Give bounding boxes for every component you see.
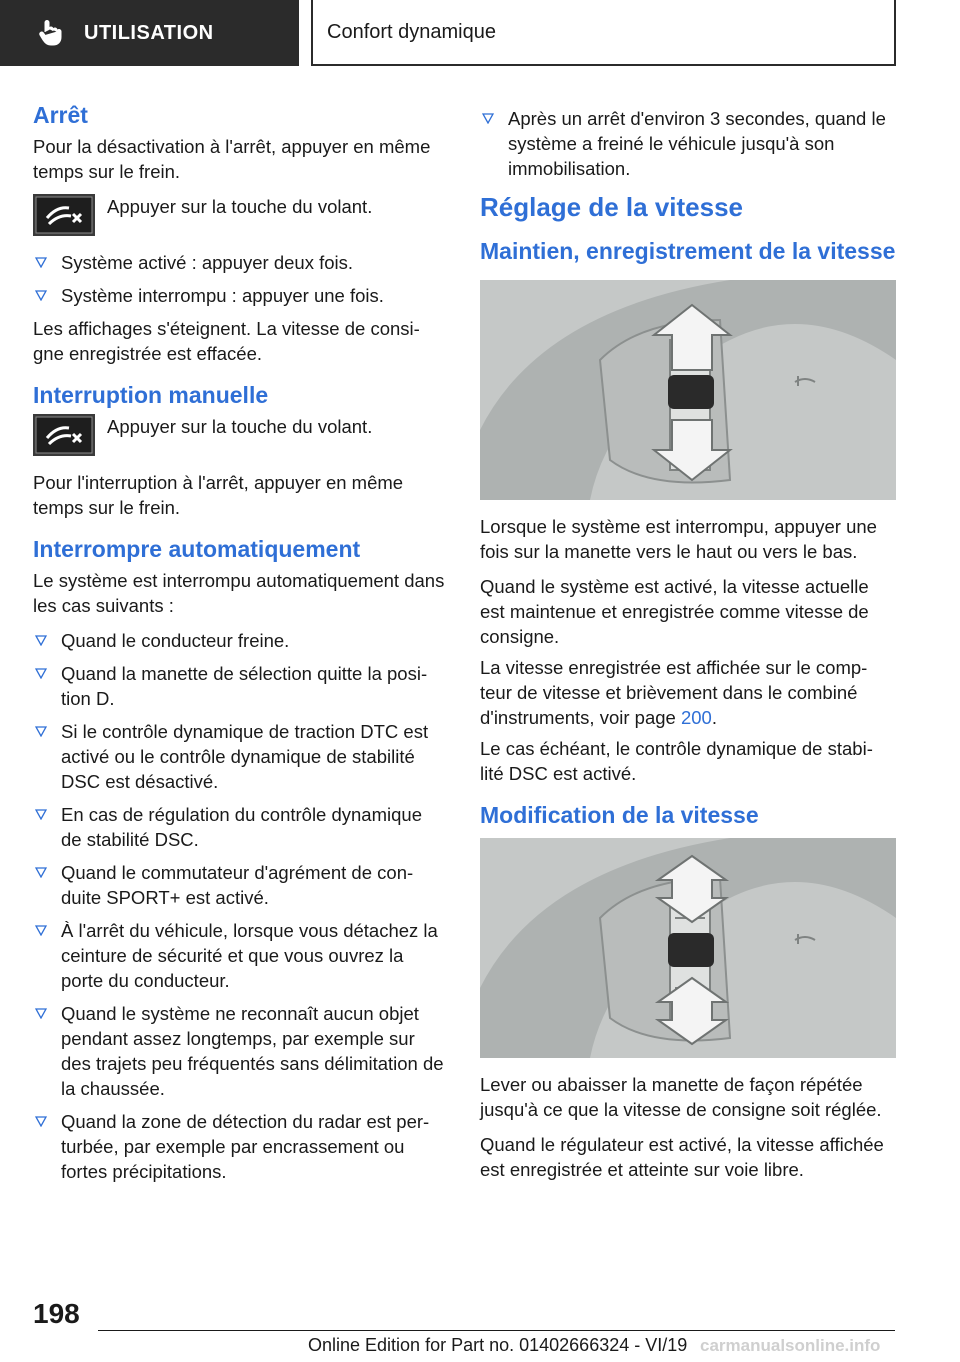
- list-item: Quand le conducteur freine.: [33, 628, 447, 653]
- left-column: [33, 100, 447, 1192]
- cruise-control-button-icon: [33, 194, 95, 236]
- list-item: Système activé : appuyer deux fois.: [33, 250, 447, 275]
- auto-paragraph-1: Le système est interrompu automatiquement dans les cas suivants :: [33, 570, 445, 616]
- maintain-paragraph-2: Quand le système est activé, la vitesse actuelle est maintenue et enregistrée comme vitesse de consigne.: [480, 576, 869, 647]
- manual-button-text: Appuyer sur la touche du volant.: [107, 416, 373, 437]
- right-column: [480, 106, 896, 1192]
- heading-speed-setting: Réglage de la vitesse: [480, 192, 744, 222]
- arret-bullet-list: [33, 250, 447, 308]
- heading-arret: Arrêt: [33, 102, 88, 128]
- page-number: 198: [33, 1298, 80, 1329]
- triangle-bullet-icon: [35, 867, 47, 878]
- maintain-paragraph-1: Lorsque le système est interrompu, appuyer une fois sur la manette vers le haut ou vers le bas.: [480, 516, 877, 562]
- list-item: En cas de régulation du contrôle dynamique de stabilité DSC.: [33, 802, 447, 852]
- edition-text: Online Edition for Part no. 01402666324 - VI/19: [308, 1335, 688, 1355]
- footer-divider: [98, 1330, 895, 1331]
- steering-wheel-lever-illustration-2: [480, 838, 896, 1058]
- watermark: carmanualsonline.info: [700, 1336, 881, 1355]
- triangle-bullet-icon: [35, 1008, 47, 1019]
- arret-paragraph-2: Les affichages s'éteignent. La vitesse de consi-gne enregistrée est effacée.: [33, 318, 420, 364]
- triangle-bullet-icon: [35, 257, 47, 268]
- section-label: Confort dynamique: [327, 20, 496, 43]
- list-item: Si le contrôle dynamique de traction DTC est activé ou le contrôle dynamique de stabilité DSC est désactivé.: [33, 719, 447, 794]
- triangle-bullet-icon: [35, 635, 47, 646]
- chapter-tab: [0, 0, 299, 66]
- page-reference-link[interactable]: 200: [680, 707, 712, 728]
- modify-paragraph-2: Quand le régulateur est activé, la vitesse affichée est enregistrée et atteinte sur voie libre.: [480, 1134, 884, 1180]
- hand-pointer-icon: [36, 18, 66, 48]
- triangle-bullet-icon: [35, 925, 47, 936]
- list-item: Quand le commutateur d'agrément de con-duite SPORT+ est activé.: [33, 860, 447, 910]
- chapter-label: UTILISATION: [84, 21, 214, 44]
- maintain-paragraph-4: Le cas échéant, le contrôle dynamique de stabi-lité DSC est activé.: [480, 738, 873, 784]
- auto-bullet-list: [33, 628, 447, 1184]
- steering-wheel-lever-illustration: [480, 280, 896, 500]
- manual-button-instruction: [33, 414, 447, 456]
- continued-bullet-list: [480, 106, 896, 181]
- triangle-bullet-icon: [35, 809, 47, 820]
- list-item: À l'arrêt du véhicule, lorsque vous détachez la ceinture de sécurité et que vous ouvrez la porte du conducteur.: [33, 918, 447, 993]
- list-item: Après un arrêt d'environ 3 secondes, quand le système a freiné le véhicule jusqu'à son immobilisation.: [480, 106, 896, 181]
- arret-button-instruction: [33, 194, 447, 236]
- heading-modify-speed: Modification de la vitesse: [480, 802, 759, 828]
- triangle-bullet-icon: [482, 113, 494, 124]
- maintain-paragraph-3: La vitesse enregistrée est affichée sur le comp-teur de vitesse et brièvement dans le combiné d'instruments, voir page 200.: [480, 657, 868, 728]
- heading-maintain-speed: Maintien, enregistrement de la vitesse: [480, 238, 896, 264]
- triangle-bullet-icon: [35, 726, 47, 737]
- manual-paragraph-1: Pour l'interruption à l'arrêt, appuyer en même temps sur le frein.: [33, 472, 404, 518]
- arret-paragraph-1: Pour la désactivation à l'arrêt, appuyer en même temps sur le frein.: [33, 136, 431, 182]
- cruise-control-button-icon: [33, 414, 95, 456]
- modify-paragraph-1: Lever ou abaisser la manette de façon répétée jusqu'à ce que la vitesse de consigne soit réglée.: [480, 1074, 882, 1120]
- section-header: [311, 0, 896, 66]
- list-item: Quand la manette de sélection quitte la posi-tion D.: [33, 661, 447, 711]
- arret-button-text: Appuyer sur la touche du volant.: [107, 196, 373, 217]
- heading-auto-interruption: Interrompre automatiquement: [33, 536, 361, 562]
- list-item: Quand la zone de détection du radar est per-turbée, par exemple par encrassement ou fortes précipitations.: [33, 1109, 447, 1184]
- list-item: Système interrompu : appuyer une fois.: [33, 283, 447, 308]
- triangle-bullet-icon: [35, 1116, 47, 1127]
- page-header: [0, 0, 960, 66]
- heading-manual-interruption: Interruption manuelle: [33, 382, 269, 408]
- triangle-bullet-icon: [35, 290, 47, 301]
- triangle-bullet-icon: [35, 668, 47, 679]
- list-item: Quand le système ne reconnaît aucun objet pendant assez longtemps, par exemple sur des trajets peu fréquentés sans délimitation de la chaussée.: [33, 1001, 447, 1101]
